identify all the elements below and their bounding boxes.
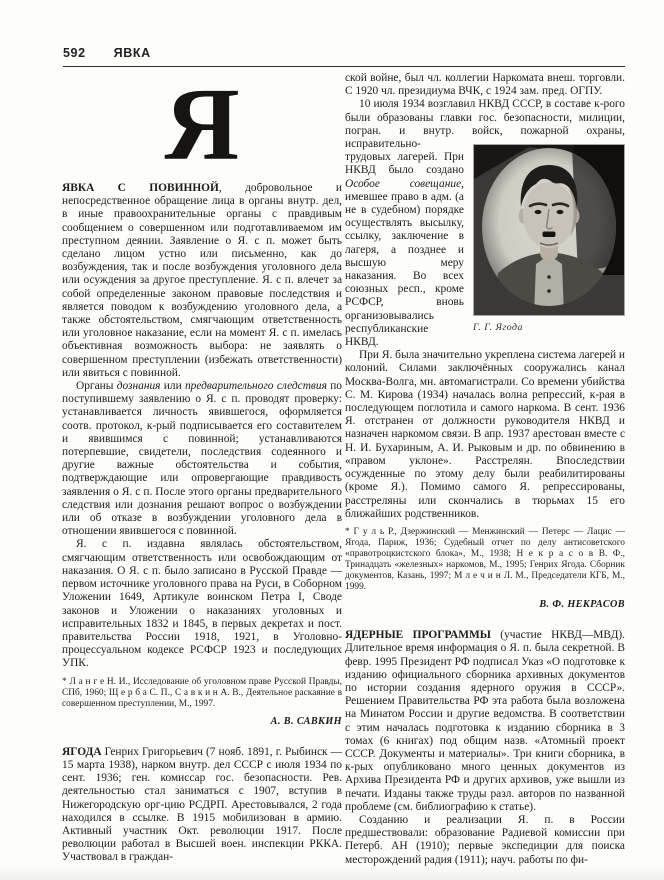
header-rule xyxy=(63,66,625,67)
right-column xyxy=(345,72,625,867)
article-term: ЯГОДА xyxy=(62,745,102,758)
article-paragraph xyxy=(345,629,625,814)
page-number: 592 xyxy=(63,46,86,60)
article-text: по поступившему заявлению о Я. с п. проводят проверку: устанавливается личность явившегося, оформляется соотв. протокол, к-рый подписывается его составителем и явившимся с повинной; устанавливаются потерпевшие, свидетели, последствия содеянного и другие важные обстоятельства и события, подтверждающие или опровергающие правдивость заявления о Я. с п. После этого органы предварительного следствия или дознания решают вопрос о возбуждении или об отказе в возбуждении уголовного дела в отношении явившегося с повинной. xyxy=(62,380,342,538)
article-paragraph: ской войне, был чл. коллегии Наркомата внеш. торговли. С 1920 чл. президиума ВЧК, с 1924 зам. пред. ОГПУ. xyxy=(345,72,625,98)
photo-caption: Г. Г. Ягода xyxy=(473,322,523,333)
page-header xyxy=(63,46,625,60)
article-yagoda xyxy=(62,746,342,865)
article-paragraph: Созданию и реализации Я. п. в России предшествовали: образование Радиевой комиссии при Петерб. АН (1910); первые экспедиции для поиска месторождений радия (1911); науч. работы по фи- xyxy=(345,813,625,866)
article-term: ЯДЕРНЫЕ ПРОГРАММЫ xyxy=(345,629,491,642)
italic-text: Особое совещание xyxy=(345,177,462,190)
article-text: (участие НКВД—МВД). Длительное время информация о Я. п. была секретной. В февр. 1995 Президент РФ подписал Указ «О подготовке к изданию официального сборника архивных документов по истории создания ядерного оружия в СССР». Решением Правительства РФ эта работа была возложена на Минатом России и другие ведомства. В соответствии с этим началась подготовка к изданию сборника в 3 томах (6 книгах) под общим назв. «Атомный проект СССР. Документы и материалы». Три книги сборника, в к-рых опубликовано много ценных документов из Архива Президента РФ и других архивов, уже вышли из печати. Изданы также труды разл. авторов по названной проблеме (см. библиографию к статье). xyxy=(345,629,625,813)
yagoda-portrait-photo xyxy=(473,144,625,316)
bibliography-footnote: * Л а н г е Н. И., Исследование об уголовном праве Русской Правды, СПб, 1960; Щ е р б а С. П., С а в к и н А. В., Деятельное раскаяние в совершенном преступлении, М., 1997. xyxy=(62,676,342,709)
article-paragraph xyxy=(62,746,342,865)
article-yavka-s-povinnoy xyxy=(62,182,342,728)
article-text: Генрих Григорьевич (7 нояб. 1891, г. Рыбинск — 15 марта 1938), нарком внутр. дел СССР с июля 1934 по сент. 1936; ген. комиссар гос. безопасности. Рев. деятельностью стал заниматься с 1907, вступив в Нижегородскую орг-цию РСДРП. Арестовывался, 2 года находился в ссылке. В 1915 мобилизован в армию. Активный участник Окт. революции 1917. После революции работал в Высшей воен. инспекции РККА. Участвовал в граждан- xyxy=(62,745,342,864)
author-signature: В. Ф. НЕКРАСОВ xyxy=(539,598,625,610)
photo-float-spacer xyxy=(625,72,626,144)
scan-shadow xyxy=(0,866,664,880)
article-paragraph: При Я. была значительно укреплена система лагерей и колоний. Силами заключённых сооружались канал Москва-Волга, мн. автомагистрали. Со времени убийства С. М. Кирова (1934) началась волна репрессий, к-рая в последующем поглотила и самого наркома. В сент. 1936 Я. отстранен от должности руководителя НКВД и назначен наркомом связи. В апр. 1937 арестован вместе с Н. И. Бухариным, А. И. Рыковым и др. по обвинению в «правом уклоне». Расстрелян. Впоследствии осужденные по этому делу были реабилитированы (кроме Я.). Помимо самого Я. репрессированы, расстреляны или скончались в тюрьмах 15 его ближайших родственников. xyxy=(345,349,625,520)
section-letter xyxy=(62,67,342,182)
article-text: Органы xyxy=(76,380,117,393)
portrait-illustration xyxy=(474,145,624,315)
article-paragraph xyxy=(62,380,342,538)
article-term: ЯВКА С ПОВИННОЙ xyxy=(62,182,219,194)
article-text: , имевшее право в адм. (а не в судебном) порядке осуществлять высылку, ссылку, заключение в лагеря, а позднее и высшую меру наказания. Во всех союзных респ., кроме РСФСР, вновь организовывались республиканские НКВД. xyxy=(345,177,464,349)
article-text: , добровольное и непосредственное обращение лица в органы внутр. дел, в иные правоохранительные органы с правдивым сообщением о совершенном или подготавливаемом им преступном деянии. Заявление о Я. с п. может быть сделано лицом устно или письменно, как до возбуждения, так и после возбуждения уголовного дела или осуждения за другое преступление. Я. с п. влечет за собой определенные законом правовые последствия и является поводом к возбуждению уголовного дела, а также обстоятельством, смягчающим ответственность или уголовное наказание, если на момент Я. с п. имелась объективная возможность выбора: не заявлять о совершенном преступлении (избежать ответственности) или явиться с повинной. xyxy=(62,182,342,379)
article-yadernye-programmy xyxy=(345,629,625,867)
article-paragraph: Я. с п. издавна являлась обстоятельством, смягчающим ответственность или освобождающим от наказания. О Я. с п. было записано в Русской Правде — первом источнике уголовного права на Руси, в Соборном Уложении 1649, Артикуле воинском Петра I, Своде законов и Уложении о наказаниях уголовных и исправительных 1832 и 1845, в первых декретах и пост. правительства России 1918, 1921, в Уголовно-процессуальном кодексе РСФСР 1923 и последующих УПК. xyxy=(62,538,342,670)
left-column xyxy=(62,67,342,865)
bibliography-footnote: * Г у л ь Р., Дзержинский — Менжинский — Петерс — Лацис — Ягода, Париж, 1936; Судебный отчет по делу антисоветского «правотроцкистского блока», М., 1938; Н е к р а с о в В. Ф., Тринадцать «железных» наркомов, М., 1995; Генрих Ягода. Сборник документов, Казань, 1997; М л е ч и н Л. М., Председатели КГБ, М., 1999. xyxy=(345,526,625,592)
article-text: 10 июля 1934 возглавил НКВД СССР, в составе к-рого были образованы главки гос. безопасности, милиции, погран. и внутр. войск, пожарной охраны, исправительно-трудовых лагерей. При НКВД было создано xyxy=(345,98,625,177)
running-head: ЯВКА xyxy=(113,46,151,60)
italic-text: дознания xyxy=(116,380,161,393)
section-letter-glyph: Я xyxy=(164,67,240,182)
yagoda-portrait-figure xyxy=(473,144,625,334)
author-signature: А. В. САВКИН xyxy=(270,715,342,727)
article-text: или xyxy=(160,380,185,393)
italic-text: предварительного следствия xyxy=(184,380,327,393)
article-paragraph xyxy=(62,182,342,380)
